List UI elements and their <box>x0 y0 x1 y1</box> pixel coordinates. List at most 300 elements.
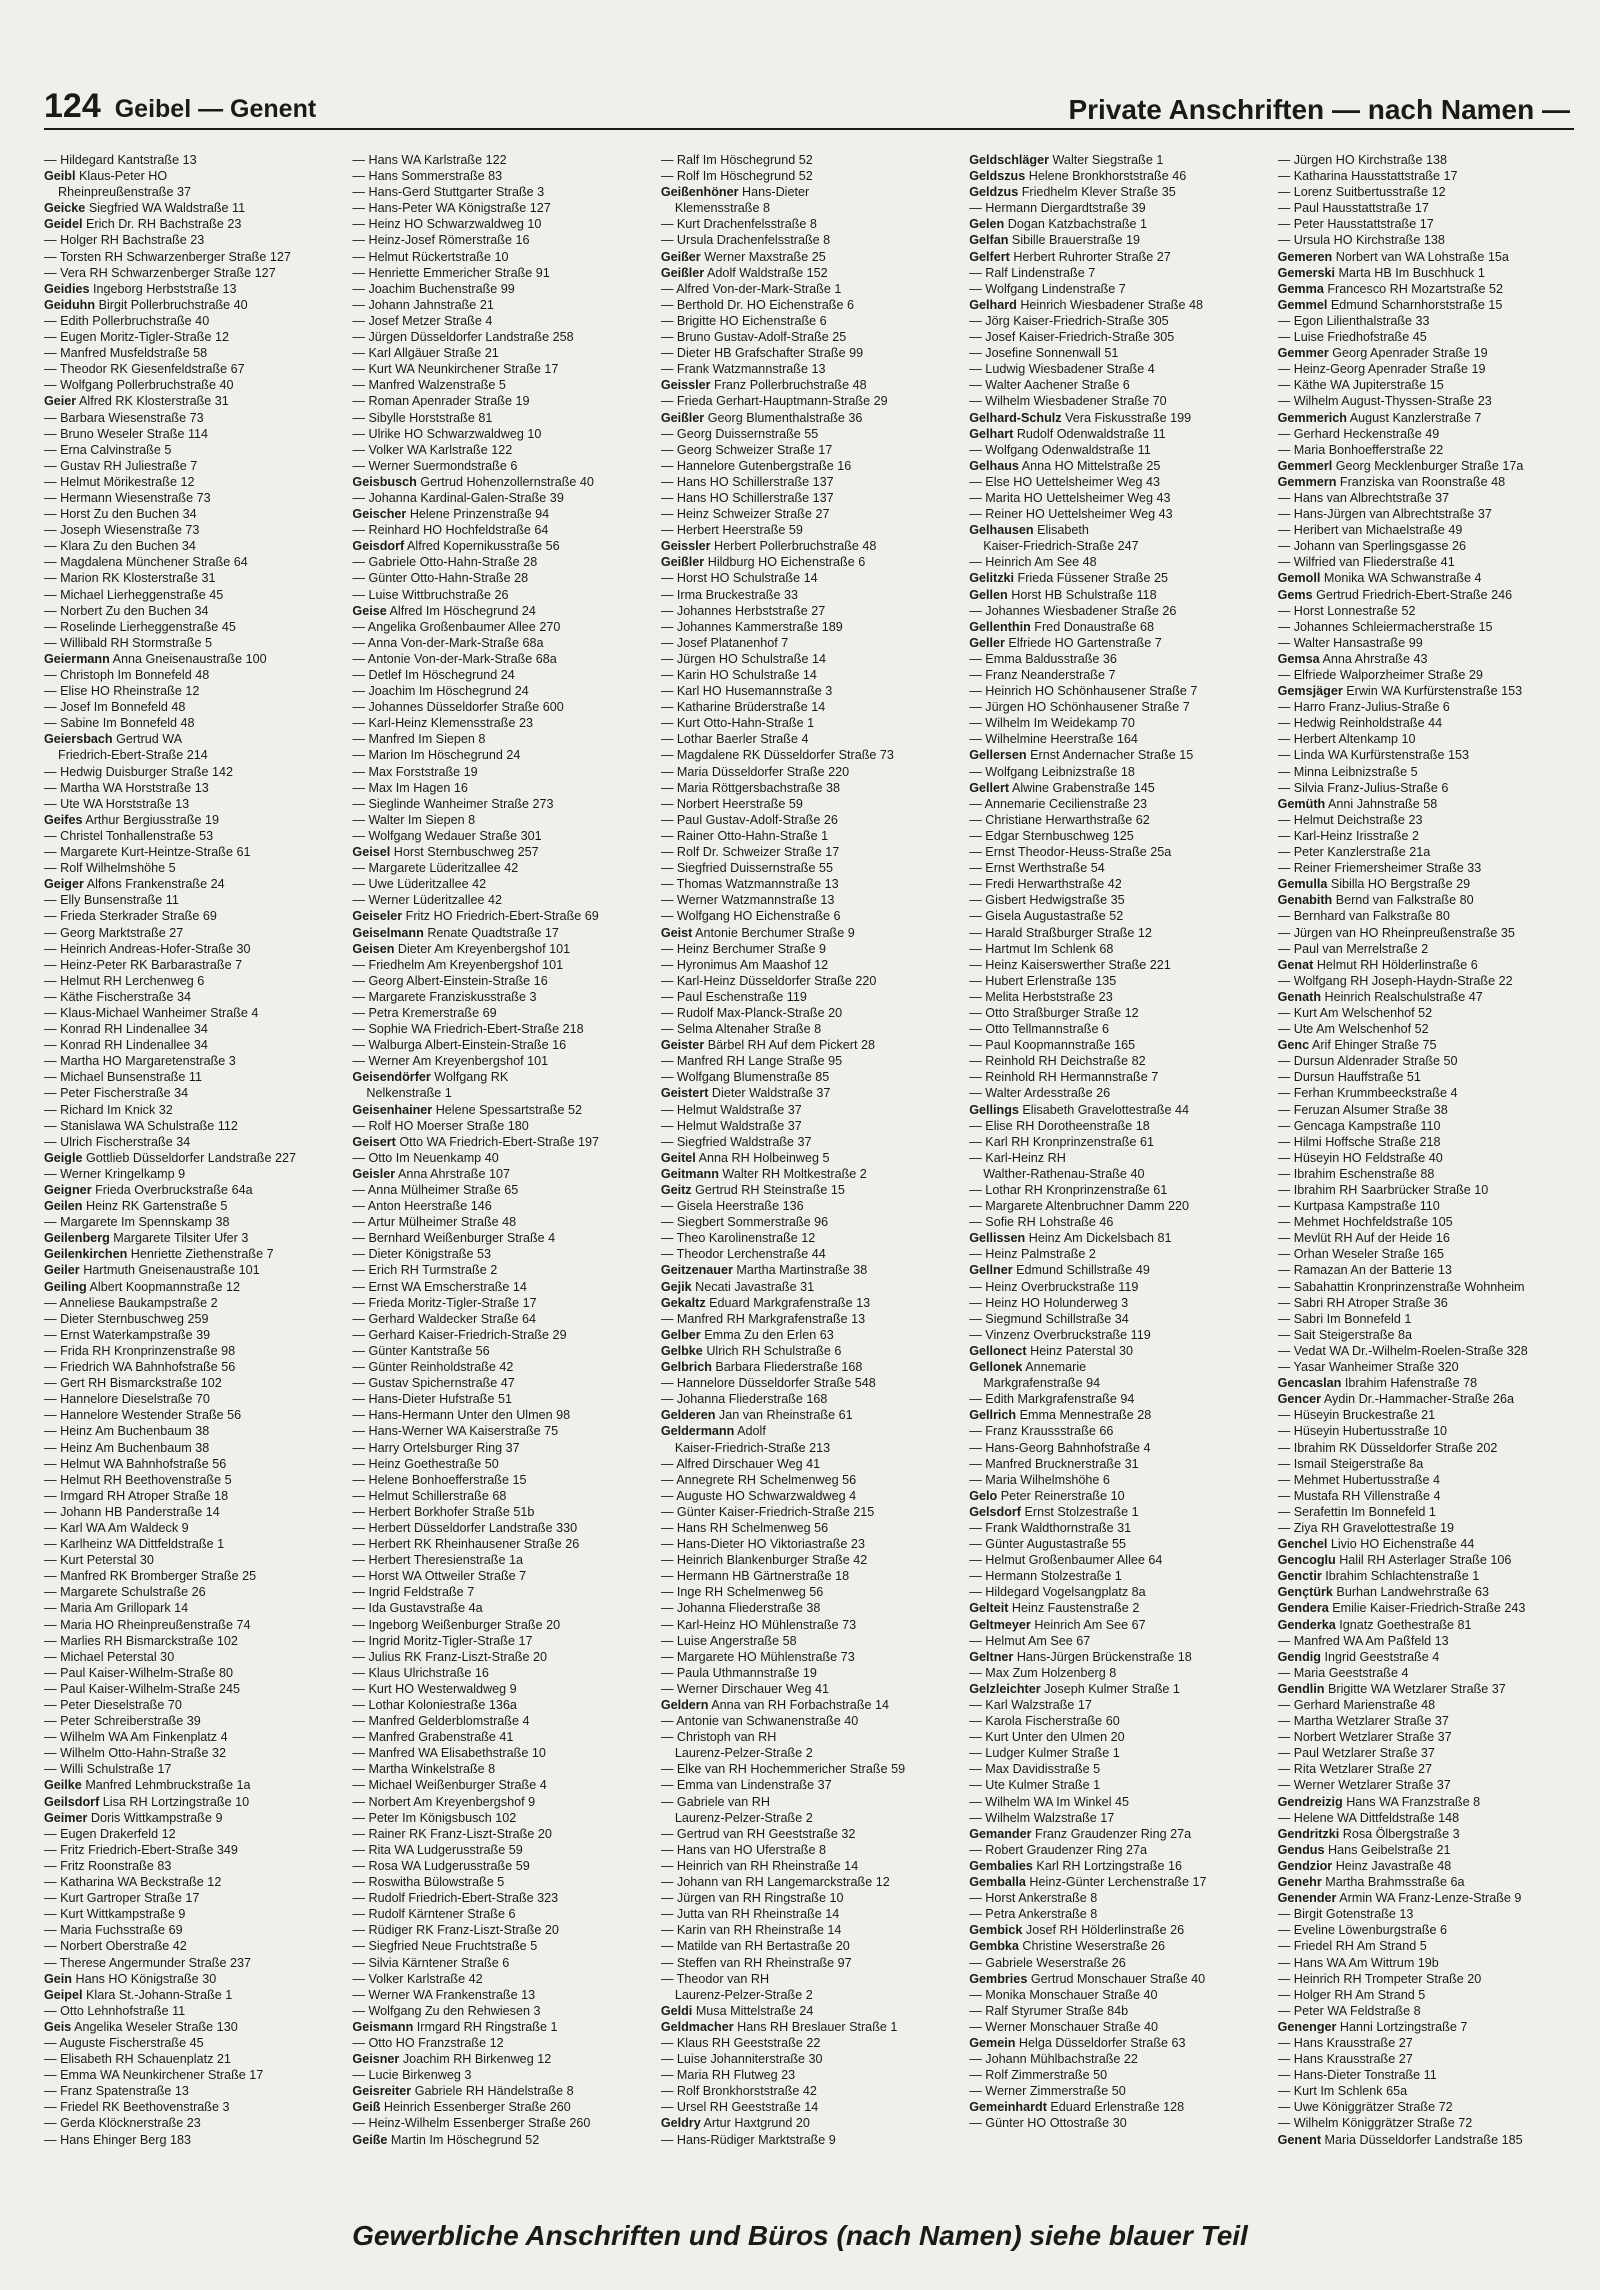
directory-entry <box>969 1423 1265 1439</box>
entry-text: Alfred Im Höschegrund 24 <box>389 603 536 618</box>
directory-entry <box>352 1102 648 1118</box>
entry-text: Martha Martinstraße 38 <box>736 1263 868 1278</box>
entry-text: — Anneliese Baukampstraße 2 <box>44 1295 218 1310</box>
directory-entry <box>661 426 957 442</box>
entry-text: — Helmut Am See 67 <box>969 1633 1091 1648</box>
entry-text: — Maria RH Flutweg 23 <box>660 2068 796 2083</box>
entry-text: Alfons Frankenstraße 24 <box>86 877 225 892</box>
entry-text: — Wilhelm WA Am Finkenplatz 4 <box>44 1730 228 1745</box>
entry-text: — Werner Dirschauer Weg 41 <box>660 1681 830 1696</box>
entry-text: — Johanna Kardinal-Galen-Straße 39 <box>352 490 564 505</box>
entry-text: — Gustav RH Juliestraße 7 <box>44 458 198 473</box>
directory-entry <box>44 2067 340 2083</box>
entry-text: — Helmut Waldstraße 37 <box>660 1102 802 1117</box>
entry-text: Walter RH Moltkestraße 2 <box>722 1166 867 1181</box>
column-2 <box>352 152 648 2192</box>
directory-entry <box>44 1214 340 1230</box>
directory-entry <box>1278 249 1574 265</box>
directory-entry <box>44 1102 340 1118</box>
directory-entry <box>1278 2083 1574 2099</box>
directory-entry <box>1278 1037 1574 1053</box>
entry-text: — Maria Wilhelmshöhe 6 <box>969 1472 1110 1487</box>
entry-text: — Ralf Styrumer Straße 84b <box>969 2003 1129 2018</box>
directory-entry <box>352 1150 648 1166</box>
directory-entry <box>661 1906 957 1922</box>
entry-text: Helmut RH Hölderlinstraße 6 <box>1316 957 1478 972</box>
entry-text: Anni Jahnstraße 58 <box>1328 796 1438 811</box>
directory-entry <box>1278 1938 1574 1954</box>
entry-text: — Karl-Heinz Klemensstraße 23 <box>352 716 533 731</box>
entry-text: — Emma WA Neunkirchener Straße 17 <box>44 2068 264 2083</box>
entry-text: Fred Donaustraße 68 <box>1034 619 1154 634</box>
directory-entry <box>969 522 1265 538</box>
surname: Genent <box>1277 2132 1322 2147</box>
entry-text: Gottlieb Düsseldorfer Landstraße 227 <box>86 1150 297 1165</box>
directory-entry <box>969 1456 1265 1472</box>
directory-entry <box>352 2019 648 2035</box>
entry-text: — Käthe WA Jupiterstraße 15 <box>1277 378 1444 393</box>
entry-text: — Helmut Deichstraße 23 <box>1277 812 1423 827</box>
entry-text: — Norbert Am Kreyenbergshof 9 <box>352 1794 536 1809</box>
directory-entry <box>352 1794 648 1810</box>
entry-text: Elisabeth Gravelottestraße 44 <box>1022 1102 1190 1117</box>
entry-text: — Helmut Großenbaumer Allee 64 <box>969 1553 1163 1568</box>
entry-text: — Artur Mülheimer Straße 48 <box>352 1215 517 1230</box>
surname: Genderka <box>1277 1617 1336 1632</box>
entry-text: Otto WA Friedrich-Ebert-Straße 197 <box>399 1134 600 1149</box>
entry-text: — Elfriede Walporzheimer Straße 29 <box>1277 668 1483 682</box>
entry-text: Friedhelm Klever Straße 35 <box>1021 185 1176 200</box>
directory-entry <box>352 1423 648 1439</box>
directory-entry <box>661 2035 957 2051</box>
entry-text: — Horst WA Ottweiler Straße 7 <box>352 1569 527 1584</box>
entry-text: — Norbert Zu den Buchen 34 <box>44 603 209 618</box>
entry-text: — Volker WA Karlstraße 122 <box>352 442 513 457</box>
entry-text: Maria Düsseldorfer Landstraße 185 <box>1324 2132 1523 2147</box>
directory-entry <box>969 1246 1265 1262</box>
directory-entry <box>44 1488 340 1504</box>
directory-entry <box>1278 1327 1574 1343</box>
directory-entry <box>661 1858 957 1874</box>
surname: Geister <box>660 1038 705 1053</box>
directory-entry <box>969 1407 1265 1423</box>
directory-entry <box>1278 216 1574 232</box>
entry-text: — Hedwig Reinholdstraße 44 <box>1277 716 1443 731</box>
directory-entry <box>969 635 1265 651</box>
entry-text: — Joachim Im Höschegrund 24 <box>352 684 529 699</box>
entry-text: — Friedel RH Am Strand 5 <box>1277 1939 1427 1954</box>
entry-text: — Max Zum Holzenberg 8 <box>969 1665 1117 1680</box>
directory-entry <box>969 1536 1265 1552</box>
entry-text: Herbert Pollerbruchstraße 48 <box>714 539 877 554</box>
directory-entry <box>44 232 340 248</box>
directory-entry <box>352 2067 648 2083</box>
directory-entry <box>969 377 1265 393</box>
entry-text: — Harry Ortelsburger Ring 37 <box>352 1440 520 1455</box>
directory-entry <box>1278 1745 1574 1761</box>
entry-text: — Christoph van RH <box>660 1730 777 1745</box>
directory-entry <box>44 554 340 570</box>
directory-entry <box>352 2003 648 2019</box>
directory-entry <box>969 1279 1265 1295</box>
entry-text: — Sieglinde Wanheimer Straße 273 <box>352 796 554 811</box>
directory-entry <box>352 587 648 603</box>
entry-text: — Heinz-Wilhelm Essenberger Straße 260 <box>352 2116 591 2131</box>
entry-text: — Josef Im Bonnefeld 48 <box>44 700 186 715</box>
directory-entry <box>352 200 648 216</box>
entry-text: — Werner Zimmerstraße 50 <box>969 2084 1126 2099</box>
column-3 <box>661 152 957 2192</box>
entry-text: — Heinz HO Schwarzwaldweg 10 <box>352 217 542 232</box>
directory-entry <box>661 2067 957 2083</box>
directory-entry <box>661 1826 957 1842</box>
directory-entry <box>1278 812 1574 828</box>
directory-entry <box>44 1423 340 1439</box>
surname: Gellner <box>969 1263 1013 1278</box>
entry-text: — Else HO Uettelsheimer Weg 43 <box>969 474 1161 489</box>
entry-text: — Ferhan Krummbeeckstraße 4 <box>1277 1086 1458 1101</box>
directory-entry <box>352 635 648 651</box>
entry-text: — Siegfried Duissernstraße 55 <box>660 861 833 876</box>
entry-text: Gertrud RH Steinstraße 15 <box>695 1183 845 1197</box>
directory-entry <box>1278 1890 1574 1906</box>
directory-entry <box>969 152 1265 168</box>
entry-text: — Magdalena Münchener Straße 64 <box>44 555 248 570</box>
directory-entry <box>1278 1198 1574 1214</box>
entry-text: Ernst Stolzestraße 1 <box>1024 1504 1139 1519</box>
directory-entry <box>661 1971 957 1987</box>
directory-entry <box>661 1568 957 1584</box>
directory-entry <box>44 410 340 426</box>
directory-entry <box>1278 1102 1574 1118</box>
directory-entry <box>352 1375 648 1391</box>
entry-text: — Erich RH Turmstraße 2 <box>352 1263 498 1278</box>
directory-entry <box>44 1327 340 1343</box>
directory-entry <box>44 2083 340 2099</box>
entry-text: — Minna Leibnizstraße 5 <box>1277 764 1418 779</box>
surname: Geisbusch <box>352 474 417 489</box>
entry-text: — Josef Kaiser-Friedrich-Straße 305 <box>969 330 1175 345</box>
entry-text: — Hans Krausstraße 27 <box>1277 2052 1413 2067</box>
directory-entry <box>1278 1842 1574 1858</box>
surname: Genat <box>1277 957 1314 972</box>
directory-entry <box>44 908 340 924</box>
directory-entry <box>969 216 1265 232</box>
entry-text: Ibrahim Schlachtenstraße 1 <box>1325 1569 1480 1584</box>
directory-entry <box>661 249 957 265</box>
directory-entry <box>1278 1600 1574 1616</box>
entry-text: — Hüseyin Hubertusstraße 10 <box>1277 1424 1448 1439</box>
entry-text: Irmgard RH Ringstraße 1 <box>416 2019 558 2034</box>
entry-text: — Heribert van Michaelstraße 49 <box>1277 523 1463 538</box>
directory-entry <box>1278 522 1574 538</box>
entry-text: — Vedat WA Dr.-Wilhelm-Roelen-Straße 328 <box>1277 1343 1528 1358</box>
entry-text: Elfriede HO Gartenstraße 7 <box>1008 635 1162 650</box>
entry-text: — Sait Steigerstraße 8a <box>1277 1327 1413 1342</box>
surname: Geimer <box>44 1810 88 1825</box>
entry-text: — Herbert Altenkamp 10 <box>1277 732 1416 747</box>
entry-text: — Michael Weißenburger Straße 4 <box>352 1778 547 1793</box>
directory-entry <box>352 1311 648 1327</box>
entry-text: — Siegfried Waldstraße 37 <box>660 1134 812 1149</box>
directory-entry <box>661 1617 957 1633</box>
directory-entry <box>661 603 957 619</box>
directory-entry <box>661 1279 957 1295</box>
surname: Gelderen <box>660 1408 716 1423</box>
surname: Gemmern <box>1277 474 1337 489</box>
directory-entry <box>352 812 648 828</box>
directory-entry <box>1278 490 1574 506</box>
surname: Genath <box>1277 989 1322 1004</box>
directory-entry <box>1278 345 1574 361</box>
surname: Geitmann <box>660 1166 719 1181</box>
directory-entry <box>661 892 957 908</box>
entry-text: Martin Im Höschegrund 52 <box>390 2132 540 2147</box>
surname: Gelfan <box>969 233 1009 248</box>
entry-text: August Kanzlerstraße 7 <box>1349 410 1482 425</box>
surname: Geipel <box>44 1987 83 2002</box>
entry-text: — Elly Bunsenstraße 11 <box>44 893 179 908</box>
entry-text: — Christoph Im Bonnefeld 48 <box>44 668 210 682</box>
directory-entry <box>969 1440 1265 1456</box>
directory-entry <box>661 844 957 860</box>
entry-text: — Jutta van RH Rheinstraße 14 <box>660 1907 840 1922</box>
directory-entry <box>44 152 340 168</box>
directory-entry <box>44 2051 340 2067</box>
entry-text: — Manfred Brucknerstraße 31 <box>969 1456 1139 1471</box>
directory-entry <box>969 1327 1265 1343</box>
directory-entry <box>661 1600 957 1616</box>
entry-text: Gabriele RH Händelstraße 8 <box>414 2084 574 2099</box>
entry-text: — Heinz Schweizer Straße 27 <box>660 507 830 522</box>
directory-entry <box>1278 1777 1574 1793</box>
entry-text: — Hans-Georg Bahnhofstraße 4 <box>969 1440 1151 1455</box>
entry-text: Kaiser-Friedrich-Straße 213 <box>674 1440 831 1455</box>
entry-text: — Ibrahim RH Saarbrücker Straße 10 <box>1277 1183 1489 1197</box>
directory-entry <box>661 796 957 812</box>
entry-text: — Robert Graudenzer Ring 27a <box>969 1842 1148 1857</box>
directory-entry <box>661 1230 957 1246</box>
directory-entry <box>1278 587 1574 603</box>
directory-entry <box>352 442 648 458</box>
entry-text: — Edith Pollerbruchstraße 40 <box>44 313 210 328</box>
entry-text: — Magdalene RK Düsseldorfer Straße 73 <box>660 748 894 763</box>
surname: Geldermann <box>660 1424 735 1439</box>
entry-text: Aydin Dr.-Hammacher-Straße 26a <box>1323 1392 1514 1407</box>
directory-entry <box>1278 232 1574 248</box>
directory-entry <box>969 1600 1265 1616</box>
directory-entry <box>661 1681 957 1697</box>
directory-entry <box>969 989 1265 1005</box>
directory-entry <box>1278 1246 1574 1262</box>
directory-entry <box>969 474 1265 490</box>
entry-text: Hildburg HO Eichenstraße 6 <box>707 555 866 570</box>
surname: Geldschläger <box>969 153 1050 167</box>
directory-entry <box>352 377 648 393</box>
entry-text: — Karin HO Schulstraße 14 <box>660 668 817 682</box>
directory-entry <box>969 232 1265 248</box>
entry-text: — Jürgen HO Schönhausener Straße 7 <box>969 700 1190 715</box>
entry-text: — Rudolf Max-Planck-Straße 20 <box>660 1005 843 1020</box>
directory-entry <box>661 1407 957 1423</box>
entry-text: Lisa RH Lortzingstraße 10 <box>102 1794 250 1809</box>
directory-entry <box>1278 1536 1574 1552</box>
entry-text: Halil RH Asterlager Straße 106 <box>1339 1553 1512 1568</box>
entry-text: — Linda WA Kurfürstenstraße 153 <box>1277 748 1469 763</box>
directory-entry <box>661 860 957 876</box>
directory-entry <box>969 2051 1265 2067</box>
directory-entry <box>352 554 648 570</box>
column-4 <box>969 152 1265 2192</box>
entry-text: — Annegrete RH Schelmenweg 56 <box>660 1472 857 1487</box>
directory-entry <box>1278 474 1574 490</box>
entry-text: — Silvia Franz-Julius-Straße 6 <box>1277 780 1449 795</box>
surname: Gemüth <box>1277 796 1326 811</box>
entry-text: — Bernhard Weißenburger Straße 4 <box>352 1231 556 1246</box>
entry-text: Alfred RK Klosterstraße 31 <box>79 394 229 409</box>
surname: Gendzior <box>1277 1858 1333 1873</box>
directory-entry <box>661 1423 957 1439</box>
directory-entry <box>1278 844 1574 860</box>
directory-entry <box>969 1472 1265 1488</box>
directory-entry <box>661 458 957 474</box>
entry-text: — Hans Ehinger Berg 183 <box>44 2132 192 2147</box>
entry-text: — Heinrich RH Trompeter Straße 20 <box>1277 1971 1482 1986</box>
directory-entry <box>44 941 340 957</box>
directory-entry <box>661 1520 957 1536</box>
directory-entry <box>661 1874 957 1890</box>
directory-entry <box>352 699 648 715</box>
directory-entry <box>661 1633 957 1649</box>
directory-entry <box>352 1327 648 1343</box>
directory-entry <box>661 1262 957 1278</box>
entry-text: — Norbert Heerstraße 59 <box>660 796 803 811</box>
entry-text: Sibilla HO Bergstraße 29 <box>1330 877 1471 892</box>
entry-text: Heinz-Günter Lerchenstraße 17 <box>1029 1875 1207 1890</box>
entry-text: — Frank Watzmannstraße 13 <box>660 362 826 377</box>
directory-entry <box>661 297 957 313</box>
directory-entry <box>44 458 340 474</box>
directory-entry <box>44 619 340 635</box>
directory-entry <box>1278 1166 1574 1182</box>
surname: Gemsa <box>1277 651 1320 666</box>
directory-entry <box>661 377 957 393</box>
directory-entry <box>969 200 1265 216</box>
entry-text: Anna Gneisenaustraße 100 <box>112 651 267 666</box>
entry-text: — Norbert Wetzlarer Straße 37 <box>1277 1730 1452 1745</box>
entry-text: — Hans-Peter WA Königstraße 127 <box>352 201 551 216</box>
entry-text: Anna van RH Forbachstraße 14 <box>711 1698 890 1712</box>
directory-entry <box>969 2115 1265 2131</box>
entry-text: — Rudolf Friedrich-Ebert-Straße 323 <box>352 1891 559 1906</box>
directory-entry <box>661 1890 957 1906</box>
entry-text: Ibrahim Hafenstraße 78 <box>1344 1376 1478 1391</box>
surname: Geitz <box>660 1183 692 1197</box>
entry-text: — Roswitha Bülowstraße 5 <box>352 1875 505 1890</box>
directory-entry <box>352 281 648 297</box>
entry-text: — Julius RK Franz-Liszt-Straße 20 <box>352 1649 547 1664</box>
surname: Geisdorf <box>352 539 405 554</box>
directory-entry <box>969 2067 1265 2083</box>
surname: Geifes <box>44 812 83 827</box>
surname: Gemeren <box>1277 249 1333 264</box>
entry-text: — Wilhelm Otto-Hahn-Straße 32 <box>44 1746 226 1761</box>
entry-text: — Elise RH Dorotheenstraße 18 <box>969 1118 1150 1133</box>
entry-text: — Torsten RH Schwarzenberger Straße 127 <box>44 249 291 264</box>
directory-entry <box>661 1504 957 1520</box>
entry-text: — Serafettin Im Bonnefeld 1 <box>1277 1504 1436 1519</box>
directory-entry <box>661 474 957 490</box>
directory-entry <box>969 925 1265 941</box>
directory-entry <box>352 1938 648 1954</box>
directory-entry <box>44 683 340 699</box>
directory-entry <box>44 2003 340 2019</box>
entry-text: Emma Mennestraße 28 <box>1019 1408 1152 1423</box>
entry-text: — Kurtpasa Kampstraße 110 <box>1277 1199 1440 1214</box>
directory-entry <box>969 1134 1265 1150</box>
directory-entry <box>1278 651 1574 667</box>
entry-text: — Heinz-Josef Römerstraße 16 <box>352 233 530 248</box>
directory-entry <box>661 490 957 506</box>
directory-entry <box>44 1697 340 1713</box>
surname: Gencoglu <box>1277 1553 1336 1568</box>
directory-entry <box>44 1665 340 1681</box>
entry-text: — Kurt Gartroper Straße 17 <box>44 1891 200 1906</box>
directory-entry <box>1278 764 1574 780</box>
directory-entry <box>969 1987 1265 2003</box>
entry-text: — Ingeborg Weißenburger Straße 20 <box>352 1617 561 1632</box>
directory-entry <box>1278 313 1574 329</box>
entry-text: — Wolfgang RH Joseph-Haydn-Straße 22 <box>1277 973 1513 988</box>
directory-entry <box>352 361 648 377</box>
directory-entry <box>44 506 340 522</box>
directory-entry <box>44 651 340 667</box>
directory-entry <box>1278 1681 1574 1697</box>
directory-entry <box>352 1842 648 1858</box>
directory-entry <box>969 1150 1265 1166</box>
directory-entry <box>352 876 648 892</box>
entry-text: — Lothar RH Kronprinzenstraße 61 <box>969 1183 1168 1197</box>
entry-text: — Günter HO Ottostraße 30 <box>969 2116 1127 2131</box>
surname: Geilsdorf <box>44 1794 100 1809</box>
surname: Gemmel <box>1277 297 1328 312</box>
entry-text: — Johannes Herbststraße 27 <box>660 603 826 618</box>
entry-text: — Theodor Lerchenstraße 44 <box>660 1247 826 1262</box>
entry-text: — Kurt Drachenfelsstraße 8 <box>660 217 817 232</box>
directory-entry <box>661 1311 957 1327</box>
entry-text: — Hubert Erlenstraße 135 <box>969 973 1117 988</box>
entry-text: — Johann HB Panderstraße 14 <box>44 1504 220 1519</box>
directory-entry <box>661 828 957 844</box>
directory-entry <box>1278 1134 1574 1150</box>
directory-entry <box>44 1134 340 1150</box>
entry-text: — Hans WA Am Wittrum 19b <box>1277 1955 1439 1970</box>
directory-entry <box>352 458 648 474</box>
directory-entry <box>352 1584 648 1600</box>
entry-text: — Franz Kraussstraße 66 <box>969 1424 1114 1439</box>
directory-entry <box>44 1246 340 1262</box>
entry-text: — Yasar Wanheimer Straße 320 <box>1277 1360 1459 1375</box>
directory-entry <box>44 329 340 345</box>
surname: Gemma <box>1277 281 1324 296</box>
directory-entry <box>44 860 340 876</box>
entry-text: — Maria Röttgersbachstraße 38 <box>660 780 840 795</box>
directory-entry <box>969 1230 1265 1246</box>
entry-text: Vera Fiskusstraße 199 <box>1065 410 1192 425</box>
entry-text: — Martha Winkelstraße 8 <box>352 1762 496 1777</box>
entry-text: — Birgit Gotenstraße 13 <box>1277 1907 1414 1922</box>
entry-text: — Ralf Lindenstraße 7 <box>969 265 1096 280</box>
